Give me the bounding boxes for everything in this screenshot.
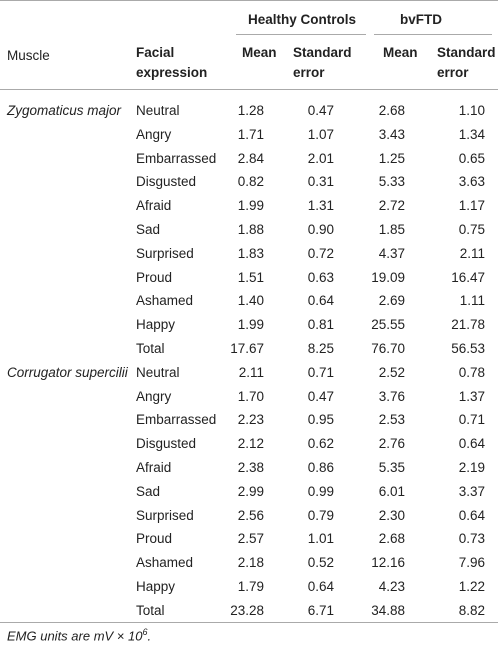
row-bvftd-mean-cell: 1.85 [378, 222, 405, 237]
column-header-hc-mean: Mean [242, 45, 277, 60]
row-hc-se-cell: 1.07 [307, 126, 334, 142]
row-bvftd-se-cell: 0.65 [458, 150, 485, 166]
column-header-bvftd-mean: Mean [383, 45, 418, 60]
row-hc-se-cell: 0.64 [307, 579, 334, 594]
row-hc-mean-cell: 17.67 [230, 341, 264, 356]
row-bvftd-mean-cell: 6.01 [378, 483, 405, 499]
row-bvftd-se-cell: 0.78 [458, 364, 485, 380]
row-hc-mean-cell: 2.23 [237, 412, 264, 428]
row-hc-mean-cell: 1.71 [237, 126, 264, 142]
row-hc-mean-cell: 1.70 [237, 388, 264, 404]
row-expression-cell: Ashamed [136, 555, 194, 571]
row-hc-se-cell: 0.47 [307, 103, 334, 118]
row-bvftd-se-cell: 0.73 [458, 531, 485, 547]
row-bvftd-se-cell: 0.71 [458, 412, 485, 428]
table-row [0, 480, 498, 503]
row-hc-mean-cell: 1.51 [237, 269, 264, 285]
footnote-text: EMG units are mV × 10 [7, 628, 143, 644]
row-bvftd-se-cell: 3.37 [458, 483, 485, 499]
row-bvftd-se-cell: 1.22 [458, 579, 485, 594]
table-row [0, 575, 498, 598]
group-underline-healthy-controls [236, 34, 366, 35]
row-bvftd-mean-cell: 2.68 [378, 103, 405, 118]
row-expression-cell: Proud [136, 269, 173, 285]
row-expression-cell: Embarrassed [136, 412, 217, 428]
row-hc-se-cell: 0.63 [307, 269, 334, 285]
row-hc-se-cell: 0.72 [307, 245, 334, 261]
header-bottom-rule [0, 89, 498, 90]
row-hc-se-cell: 6.71 [307, 602, 334, 618]
row-hc-mean-cell: 1.40 [237, 293, 264, 309]
table-row [0, 337, 498, 360]
row-bvftd-se-cell: 1.17 [458, 198, 485, 214]
row-expression-cell: Total [136, 341, 165, 356]
row-expression-cell: Proud [136, 531, 173, 547]
row-bvftd-mean-cell: 2.53 [378, 412, 405, 428]
row-expression-cell: Neutral [136, 364, 180, 380]
row-hc-mean-cell: 23.28 [230, 602, 264, 618]
row-hc-mean-cell: 1.99 [237, 317, 264, 333]
row-bvftd-mean-cell: 2.69 [378, 293, 405, 309]
footnote-exponent: 6 [142, 627, 148, 637]
row-expression-cell: Angry [136, 388, 172, 404]
table-row [0, 266, 498, 289]
row-bvftd-se-cell: 0.64 [458, 436, 485, 452]
row-expression-cell: Total [136, 602, 165, 618]
row-bvftd-mean-cell: 4.37 [378, 245, 405, 261]
table-row [0, 361, 498, 384]
row-bvftd-se-cell: 1.10 [458, 103, 485, 118]
row-hc-se-cell: 0.81 [307, 317, 334, 333]
row-bvftd-mean-cell: 2.68 [378, 531, 405, 547]
row-bvftd-mean-cell: 12.16 [371, 555, 405, 571]
row-muscle-cell: Corrugator supercilii [7, 364, 128, 380]
table-row [0, 194, 498, 217]
row-bvftd-se-cell: 2.19 [458, 460, 485, 475]
row-bvftd-mean-cell: 2.72 [378, 198, 405, 214]
row-hc-mean-cell: 2.18 [237, 555, 264, 571]
row-bvftd-mean-cell: 4.23 [378, 579, 405, 594]
table-row [0, 123, 498, 146]
row-expression-cell: Happy [136, 317, 176, 333]
row-bvftd-se-cell: 16.47 [451, 269, 485, 285]
row-bvftd-mean-cell: 5.33 [378, 174, 405, 190]
row-hc-se-cell: 1.01 [307, 531, 334, 547]
table-row [0, 289, 498, 312]
column-header-bvftd-standard-error: Standard error [437, 45, 496, 80]
row-hc-se-cell: 0.86 [307, 460, 334, 475]
row-hc-mean-cell: 0.82 [237, 174, 264, 190]
row-bvftd-se-cell: 0.75 [458, 222, 485, 237]
row-hc-mean-cell: 1.28 [237, 103, 264, 118]
row-hc-mean-cell: 1.88 [237, 222, 264, 237]
row-bvftd-se-cell: 2.11 [459, 245, 485, 261]
footnote [7, 627, 151, 643]
row-hc-se-cell: 0.90 [307, 222, 334, 237]
column-header-facial-expression: Facial expression [136, 45, 208, 80]
row-bvftd-se-cell: 3.63 [458, 174, 485, 190]
row-expression-cell: Surprised [136, 507, 194, 523]
group-header-bvftd: bvFTD [400, 12, 442, 27]
table-row [0, 504, 498, 527]
row-bvftd-se-cell: 7.96 [458, 555, 485, 571]
row-bvftd-mean-cell: 3.76 [378, 388, 405, 404]
row-bvftd-se-cell: 1.37 [458, 388, 485, 404]
row-hc-se-cell: 0.64 [307, 293, 334, 309]
table-row [0, 385, 498, 408]
row-hc-mean-cell: 1.99 [237, 198, 264, 214]
row-hc-se-cell: 0.99 [307, 483, 334, 499]
row-expression-cell: Afraid [136, 198, 172, 214]
row-bvftd-se-cell: 1.11 [459, 293, 485, 309]
row-hc-se-cell: 0.71 [307, 364, 334, 380]
table-row [0, 599, 498, 622]
column-header-hc-standard-error: Standard error [293, 45, 352, 80]
table-row [0, 99, 498, 122]
row-bvftd-se-cell: 21.78 [451, 317, 485, 333]
row-bvftd-mean-cell: 34.88 [371, 602, 405, 618]
row-bvftd-mean-cell: 19.09 [371, 269, 405, 285]
row-bvftd-mean-cell: 2.76 [378, 436, 405, 452]
row-hc-se-cell: 0.31 [307, 174, 334, 190]
row-hc-mean-cell: 2.11 [238, 364, 264, 380]
footnote-suffix: . [147, 628, 152, 644]
row-bvftd-se-cell: 0.64 [458, 507, 485, 523]
table-row [0, 218, 498, 241]
row-bvftd-se-cell: 8.82 [458, 602, 485, 618]
row-hc-mean-cell: 2.99 [237, 483, 264, 499]
row-expression-cell: Sad [136, 483, 161, 499]
table-top-rule [0, 0, 498, 1]
row-expression-cell: Surprised [136, 245, 194, 261]
row-expression-cell: Afraid [136, 460, 172, 475]
row-hc-se-cell: 0.79 [307, 507, 334, 523]
table-row [0, 313, 498, 336]
row-expression-cell: Angry [136, 126, 172, 142]
table-row [0, 456, 498, 479]
table-row [0, 408, 498, 431]
table-row [0, 432, 498, 455]
row-expression-cell: Disgusted [136, 436, 197, 452]
row-expression-cell: Neutral [136, 103, 180, 118]
row-hc-mean-cell: 2.57 [237, 531, 264, 547]
table-row [0, 147, 498, 170]
row-hc-mean-cell: 2.12 [237, 436, 264, 452]
column-header-muscle: Muscle [7, 48, 50, 63]
row-bvftd-se-cell: 56.53 [451, 341, 485, 356]
row-bvftd-mean-cell: 25.55 [371, 317, 405, 333]
table-row [0, 242, 498, 265]
row-bvftd-mean-cell: 5.35 [378, 460, 405, 475]
row-expression-cell: Embarrassed [136, 150, 217, 166]
row-bvftd-mean-cell: 1.25 [378, 150, 405, 166]
table-row [0, 551, 498, 574]
row-hc-mean-cell: 2.84 [237, 150, 264, 166]
row-hc-se-cell: 1.31 [307, 198, 334, 214]
group-underline-bvftd [374, 34, 492, 35]
row-bvftd-mean-cell: 2.30 [378, 507, 405, 523]
row-hc-se-cell: 0.62 [307, 436, 334, 452]
row-hc-se-cell: 0.47 [307, 388, 334, 404]
row-hc-se-cell: 0.52 [307, 555, 334, 571]
table-bottom-rule [0, 622, 498, 623]
group-header-healthy-controls: Healthy Controls [248, 12, 357, 27]
row-hc-se-cell: 8.25 [307, 341, 334, 356]
row-hc-se-cell: 2.01 [307, 150, 334, 166]
row-expression-cell: Sad [136, 222, 161, 237]
row-expression-cell: Disgusted [136, 174, 197, 190]
row-bvftd-mean-cell: 2.52 [378, 364, 405, 380]
row-expression-cell: Happy [136, 579, 176, 594]
row-muscle-cell: Zygomaticus major [7, 103, 122, 118]
row-expression-cell: Ashamed [136, 293, 194, 309]
row-hc-se-cell: 0.95 [307, 412, 334, 428]
table-row [0, 527, 498, 550]
row-bvftd-mean-cell: 3.43 [378, 126, 405, 142]
row-hc-mean-cell: 1.79 [237, 579, 264, 594]
row-hc-mean-cell: 1.83 [237, 245, 264, 261]
table-row [0, 170, 498, 193]
row-hc-mean-cell: 2.56 [237, 507, 264, 523]
row-bvftd-se-cell: 1.34 [458, 126, 485, 142]
row-bvftd-mean-cell: 76.70 [371, 341, 405, 356]
row-hc-mean-cell: 2.38 [237, 460, 264, 475]
